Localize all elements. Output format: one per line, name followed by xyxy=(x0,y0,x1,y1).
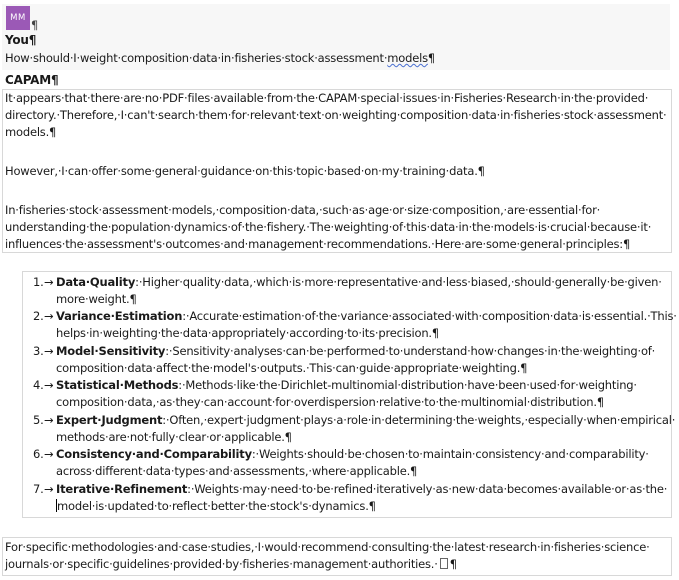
question-text: How·should·I·weight·composition·data·in·fisheries·stock·assessment· xyxy=(5,51,388,65)
list-text: :·Weights·should·be·chosen·to·maintain·consistency·and·comparability· xyxy=(251,447,649,461)
list-text: :·Accurate·estimation·of·the·variance·associated·with·composition·data·is·essential.·This· xyxy=(182,309,677,323)
list-number: 6. xyxy=(33,447,44,461)
list-text-cont: methods·are·not·fully·clear·or·applicable.¶ xyxy=(56,430,292,444)
list-item xyxy=(24,377,664,411)
tab-arrow: → xyxy=(44,309,54,323)
list-text: :·Weights·may·need·to·be·refined·iteratively·as·new·data·becomes·available·or·as·the· xyxy=(187,482,668,496)
para1-line3: models.¶ xyxy=(5,125,57,139)
user-question xyxy=(5,50,435,67)
list-term: Data·Quality xyxy=(56,275,136,289)
list-number: 7. xyxy=(33,482,44,496)
list-text-cont: composition·data·affect·the·model's·outputs.·This·can·guide·appropriate·weighting.¶ xyxy=(56,361,528,375)
para3-line1: In·fisheries·stock·assessment·models,·composition·data,·such·as·age·or·size·composition,·are·essential·for· xyxy=(5,203,601,217)
list-term: Iterative·Refinement xyxy=(56,482,188,496)
list-term: Model·Sensitivity xyxy=(56,344,166,358)
list-text-cont: across·different·data·types·and·assessments,·where·applicable.¶ xyxy=(56,464,418,478)
list-number: 5. xyxy=(33,413,44,427)
list-text: :·Often,·expert·judgment·plays·a·role·in·determining·the·weights,·especially·when·empirical· xyxy=(162,413,676,427)
list-item xyxy=(24,481,668,515)
list-number: 3. xyxy=(33,344,44,358)
avatar-initials: MM xyxy=(10,13,26,23)
list-item xyxy=(24,308,677,342)
list-text-cont: helps·in·weighting·the·data·appropriately·according·to·its·precision.¶ xyxy=(56,326,440,340)
tab-arrow: → xyxy=(44,413,54,427)
list-text-cont: more·weight.¶ xyxy=(56,292,137,306)
content-control-icon xyxy=(440,558,448,569)
list-term: Expert·Judgment xyxy=(56,413,163,427)
para3-line3: influences·the·assessment's·outcomes·and·management·recommendations.·Here·are·some·general·principles:¶ xyxy=(5,237,631,251)
list-term: Consistency·and·Comparability xyxy=(56,447,252,461)
para1-line2: directory.·Therefore,·I·can't·search·them·for·relevant·text·on·weighting·composition·data·in·fisheries·stock·assessment· xyxy=(5,108,667,122)
list-number: 2. xyxy=(33,309,44,323)
list-text-cont: composition·data,·as·they·can·account·for·overdispersion·relative·to·the·multinomial·distribution.¶ xyxy=(56,395,604,409)
para2: However,·I·can·offer·some·general·guidance·on·this·topic·based·on·my·training·data.¶ xyxy=(5,164,485,178)
para3-line2: understanding·the·population·dynamics·of·the·fishery.·The·weighting·of·this·data·in·the·models·is·crucial·because·it· xyxy=(5,220,652,234)
closing-text: journals·or·specific·guidelines·provided·by·fisheries·management·authorities.· xyxy=(5,557,438,571)
list-text: :·Methods·like·the·Dirichlet-multinomial·distribution·have·been·used·for·weighting· xyxy=(178,378,637,392)
list-number: 1. xyxy=(33,275,44,289)
closing-pilcrow: ¶ xyxy=(449,557,457,571)
closing-line2 xyxy=(5,556,457,573)
list-item xyxy=(24,274,664,308)
list-number: 4. xyxy=(33,378,44,392)
list-term: Statistical·Methods xyxy=(56,378,179,392)
closing-line1: For·specific·methodologies·and·case·studies,·I·would·recommend·consulting·the·latest·research·in·fisheries·science· xyxy=(5,540,650,554)
tab-arrow: → xyxy=(44,378,54,392)
list-item xyxy=(24,446,664,480)
user-avatar xyxy=(6,6,30,30)
list-item xyxy=(24,343,664,377)
list-text: :·Higher·quality·data,·which·is·more·representative·and·less·biased,·should·generally·be·given· xyxy=(135,275,662,289)
avatar-pilcrow: ¶ xyxy=(31,18,39,32)
list-text: :·Sensitivity·analyses·can·be·performed·to·understand·how·changes·in·the·weighting·of· xyxy=(165,344,656,358)
user-name: You¶ xyxy=(5,33,37,47)
tab-arrow: → xyxy=(44,275,54,289)
list-term: Variance·Estimation xyxy=(56,309,183,323)
spellcheck-word: models xyxy=(387,51,428,65)
list-item xyxy=(24,412,676,446)
para1-line1: It·appears·that·there·are·no·PDF·files·available·from·the·CAPAM·special·issues·in·Fisheries·Research·in·the·provided· xyxy=(5,91,649,105)
principles-list xyxy=(24,274,677,514)
tab-arrow: → xyxy=(44,482,54,496)
assistant-name: CAPAM¶ xyxy=(5,73,59,87)
tab-arrow: → xyxy=(44,447,54,461)
list-text-cont: model·is·updated·to·reflect·better·the·stock's·dynamics.¶ xyxy=(57,499,376,513)
question-end: ¶ xyxy=(427,51,436,65)
tab-arrow: → xyxy=(44,344,54,358)
